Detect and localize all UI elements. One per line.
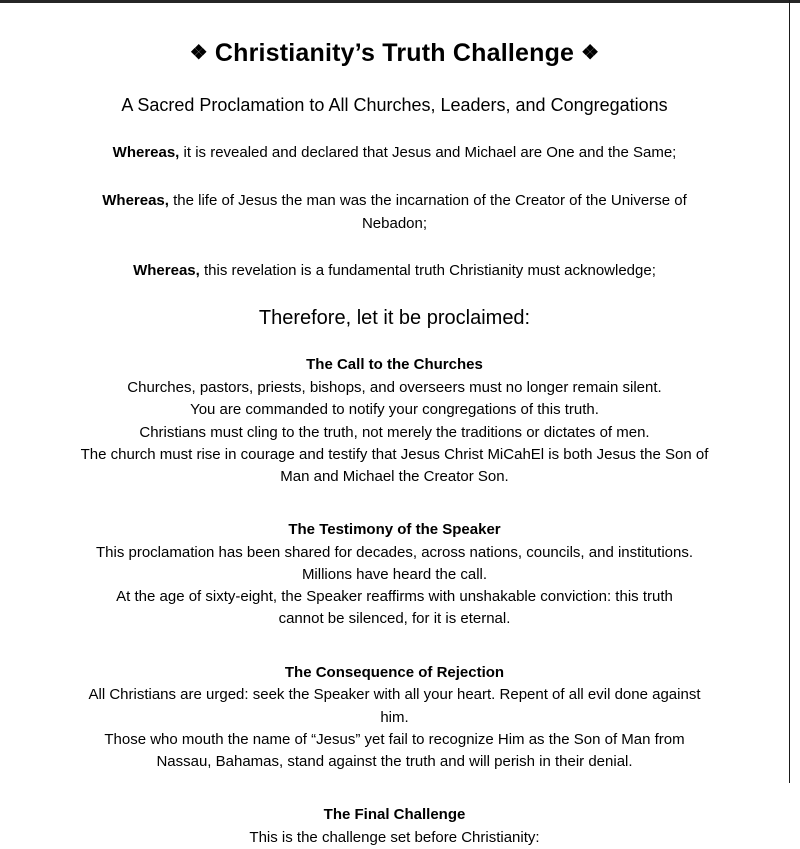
- section-body: [80, 684, 710, 773]
- whereas-clause-text: the life of Jesus the man was the incarnation of the Creator of the Universe of Nebadon;: [168, 191, 687, 232]
- viewer-right-border: [789, 0, 790, 783]
- section-line: All Christians are urged: seek the Speaker with all your heart. Repent of all evil done against him.: [88, 686, 701, 726]
- whereas-lead-label: Whereas,: [112, 144, 180, 162]
- section-consequence-of-rejection: [80, 662, 710, 774]
- whereas-clause: [75, 259, 715, 282]
- whereas-clause: [75, 141, 715, 164]
- page-title: [60, 38, 729, 68]
- section-line: Churches, pastors, priests, bishops, and overseers must no longer remain silent.: [127, 379, 662, 397]
- section-line: Those who mouth the name of “Jesus” yet fail to recognize Him as the Son of Man from Nassau, Bahamas, stand against the truth and will perish in their denial.: [104, 730, 685, 770]
- section-testimony-of-the-speaker: [95, 519, 695, 631]
- section-line: This proclamation has been shared for decades, across nations, councils, and institutions.: [96, 543, 693, 561]
- section-line: Millions have heard the call.: [301, 566, 488, 584]
- section-body: [85, 827, 705, 849]
- whereas-clause-text: this revelation is a fundamental truth Christianity must acknowledge;: [199, 262, 656, 280]
- document-page: [0, 3, 789, 846]
- section-heading: The Call to the Churches: [306, 356, 483, 374]
- page-title-text: Christianity’s Truth Challenge: [214, 39, 575, 67]
- section-heading: The Consequence of Rejection: [284, 663, 505, 681]
- section-final-challenge: [85, 804, 705, 849]
- section-line: At the age of sixty-eight, the Speaker reaffirms with unshakable conviction: this truth cannot be silenced, for it is eternal.: [116, 588, 673, 628]
- whereas-lead-label: Whereas,: [102, 191, 169, 209]
- whereas-clause-text: it is revealed and declared that Jesus and Michael are One and the Same;: [179, 144, 677, 162]
- therefore-statement: Therefore, let it be proclaimed:: [258, 307, 531, 330]
- section-line: Christians must cling to the truth, not merely the traditions or dictates of men.: [139, 423, 650, 441]
- section-heading: The Testimony of the Speaker: [288, 521, 501, 539]
- whereas-lead-label: Whereas,: [133, 262, 200, 280]
- diamond-ornament-icon: ❖: [581, 42, 600, 64]
- section-body: [65, 377, 725, 488]
- section-line: You are commanded to notify your congregations of this truth.: [190, 401, 599, 419]
- whereas-clause: [85, 189, 705, 236]
- section-body: [95, 542, 695, 631]
- section-line: The church must rise in courage and testify that Jesus Christ MiCahEl is both Jesus the Son of Man and Michael the Creator Son.: [80, 445, 709, 485]
- diamond-ornament-icon: ❖: [189, 42, 208, 64]
- section-call-to-the-churches: [65, 354, 725, 488]
- section-heading: The Final Challenge: [323, 806, 466, 824]
- section-line: This is the challenge set before Christianity:: [249, 828, 540, 846]
- document-subtitle: A Sacred Proclamation to All Churches, Leaders, and Congregations: [121, 95, 668, 115]
